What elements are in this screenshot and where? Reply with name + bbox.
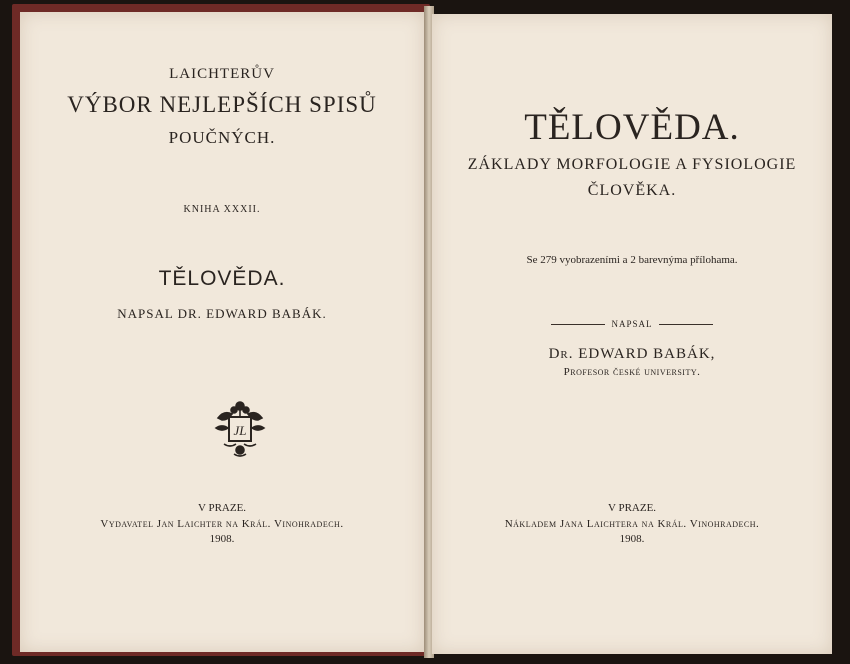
subtitle-line-1: ZÁKLADY MORFOLOGIE A FYSIOLOGIE xyxy=(467,156,797,173)
publication-year-right: 1908. xyxy=(619,533,645,545)
author-name xyxy=(432,346,832,363)
napsal-label: NAPSAL xyxy=(611,319,653,329)
series-publisher: LAICHTERŮV xyxy=(169,66,275,82)
subtitle-line-2: ČLOVĚKA. xyxy=(587,182,677,199)
publisher-line: Vydavatel Jan Laichter na Král. Vinohradech. xyxy=(100,518,344,530)
publisher-logo-icon xyxy=(210,398,270,458)
napsal-row xyxy=(432,319,832,329)
illustrations-note: Se 279 vyobrazeními a 2 barevnýma přílohama. xyxy=(526,254,738,266)
rule-left xyxy=(551,324,605,325)
series-title: VÝBOR NEJLEPŠÍCH SPISŮ xyxy=(67,92,377,117)
publication-place: V PRAZE. xyxy=(197,502,247,514)
publisher-line-right: Nákladem Jana Laichtera na Král. Vinohradech. xyxy=(504,518,760,530)
rule-right xyxy=(659,324,713,325)
publication-year: 1908. xyxy=(209,533,235,545)
logo-letters: JL xyxy=(233,423,247,438)
author-name-text: EDWARD BABÁK, xyxy=(578,346,716,362)
book-title: TĚLOVĚDA. xyxy=(158,267,286,290)
volume-number: KNIHA XXXII. xyxy=(183,204,261,215)
right-page xyxy=(432,14,832,654)
left-page xyxy=(20,12,424,652)
author-prefix: Dr. xyxy=(548,346,574,362)
title-main: TĚLOVĚDA. xyxy=(524,107,740,148)
series-subtitle: POUČNÝCH. xyxy=(168,128,276,147)
author-title: Profesor české university. xyxy=(563,366,701,378)
author-line: NAPSAL DR. EDWARD BABÁK. xyxy=(117,306,327,321)
publication-place-right: V PRAZE. xyxy=(607,502,657,514)
